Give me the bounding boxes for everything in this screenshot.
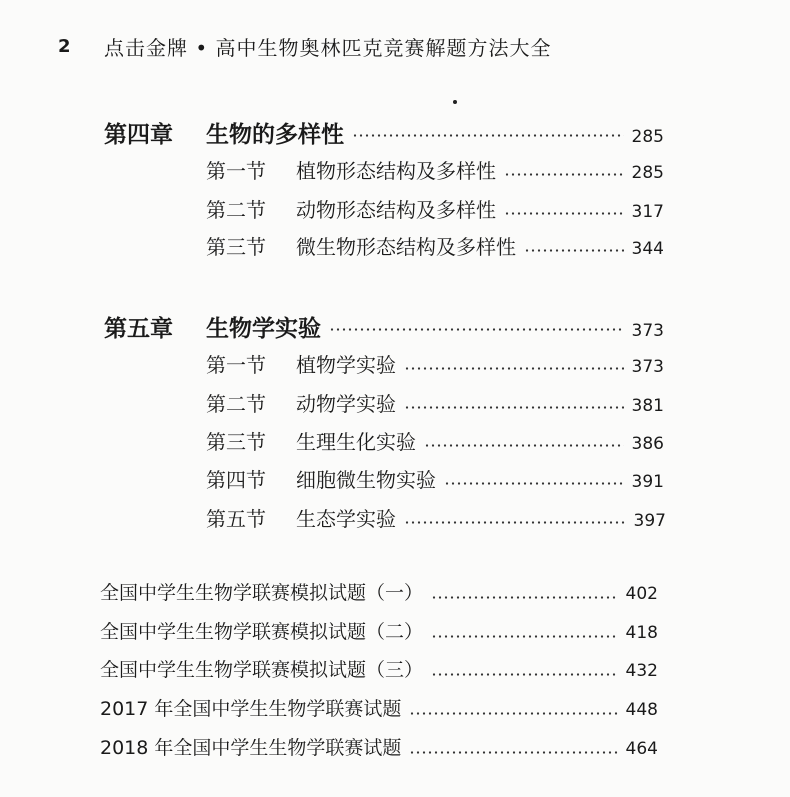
toc-chapter-5[interactable] (104, 310, 664, 340)
section-number: 第三节 (206, 430, 266, 454)
section-title: 植物学实验 (296, 353, 396, 377)
section-page-number: 285 (631, 163, 664, 183)
print-speck (453, 100, 457, 104)
page-header (0, 30, 790, 64)
running-title: 点击金牌 • 高中生物奥林匹克竞赛解题方法大全 (104, 36, 552, 60)
section-number: 第一节 (206, 353, 266, 377)
section-number: 第三节 (206, 235, 266, 259)
dot-leader (424, 444, 624, 447)
appendix-title: 全国中学生生物学联赛模拟试题（三） (100, 659, 424, 681)
dot-leader (329, 328, 624, 331)
appendix-title: 全国中学生生物学联赛模拟试题（二） (100, 621, 424, 643)
dot-leader (504, 212, 624, 215)
chapter-page-number: 285 (631, 127, 664, 147)
toc-section-5-3[interactable] (206, 426, 664, 456)
section-page-number: 344 (631, 239, 664, 259)
toc-section-4-2[interactable] (206, 194, 664, 224)
toc-appendix-mock-2[interactable] (100, 617, 658, 647)
dot-leader (431, 673, 618, 676)
section-page-number: 386 (631, 434, 664, 454)
section-title: 动物形态结构及多样性 (296, 198, 496, 222)
chapter-number: 第五章 (104, 316, 173, 342)
dot-leader (504, 173, 624, 176)
section-page-number: 373 (631, 357, 664, 377)
section-page-number: 391 (631, 472, 664, 492)
toc-section-4-3[interactable] (206, 231, 664, 261)
dot-leader (404, 521, 626, 524)
appendix-title: 2017 年全国中学生生物学联赛试题 (100, 698, 402, 720)
toc-appendix-mock-3[interactable] (100, 655, 658, 685)
dot-leader (409, 751, 617, 754)
section-title: 微生物形态结构及多样性 (296, 235, 516, 259)
dot-leader (352, 134, 624, 137)
toc-section-5-2[interactable] (206, 388, 664, 418)
toc-section-5-4[interactable] (206, 464, 664, 494)
section-number: 第二节 (206, 198, 266, 222)
section-number: 第一节 (206, 159, 266, 183)
section-title: 生态学实验 (296, 507, 396, 531)
toc-section-4-1[interactable] (206, 155, 664, 185)
toc-appendix-2018[interactable] (100, 733, 658, 763)
dot-leader (431, 635, 618, 638)
section-number: 第二节 (206, 392, 266, 416)
chapter-page-number: 373 (631, 321, 664, 341)
appendix-page-number: 402 (625, 584, 658, 604)
dot-leader (524, 249, 624, 252)
dot-leader (404, 367, 624, 370)
appendix-page-number: 432 (625, 661, 658, 681)
section-page-number: 381 (631, 396, 664, 416)
chapter-title: 生物学实验 (206, 316, 321, 342)
toc-appendix-2017[interactable] (100, 694, 658, 724)
dot-leader (444, 482, 624, 485)
toc-section-5-5[interactable] (206, 503, 666, 533)
appendix-page-number: 448 (625, 700, 658, 720)
toc-appendix-mock-1[interactable] (100, 578, 658, 608)
section-title: 细胞微生物实验 (296, 468, 436, 492)
section-number: 第五节 (206, 507, 266, 531)
appendix-page-number: 418 (625, 623, 658, 643)
appendix-title: 全国中学生生物学联赛模拟试题（一） (100, 582, 424, 604)
section-title: 生理生化实验 (296, 430, 416, 454)
section-page-number: 397 (633, 511, 666, 531)
section-title: 植物形态结构及多样性 (296, 159, 496, 183)
chapter-title: 生物的多样性 (206, 122, 344, 148)
dot-leader (404, 406, 624, 409)
section-number: 第四节 (206, 468, 266, 492)
chapter-number: 第四章 (104, 122, 173, 148)
dot-leader (431, 596, 618, 599)
dot-leader (409, 712, 617, 715)
toc-section-5-1[interactable] (206, 349, 664, 379)
section-page-number: 317 (631, 202, 664, 222)
appendix-page-number: 464 (625, 739, 658, 759)
toc-chapter-4[interactable] (104, 116, 664, 146)
section-title: 动物学实验 (296, 392, 396, 416)
page-number: 2 (58, 36, 71, 57)
appendix-title: 2018 年全国中学生生物学联赛试题 (100, 737, 402, 759)
